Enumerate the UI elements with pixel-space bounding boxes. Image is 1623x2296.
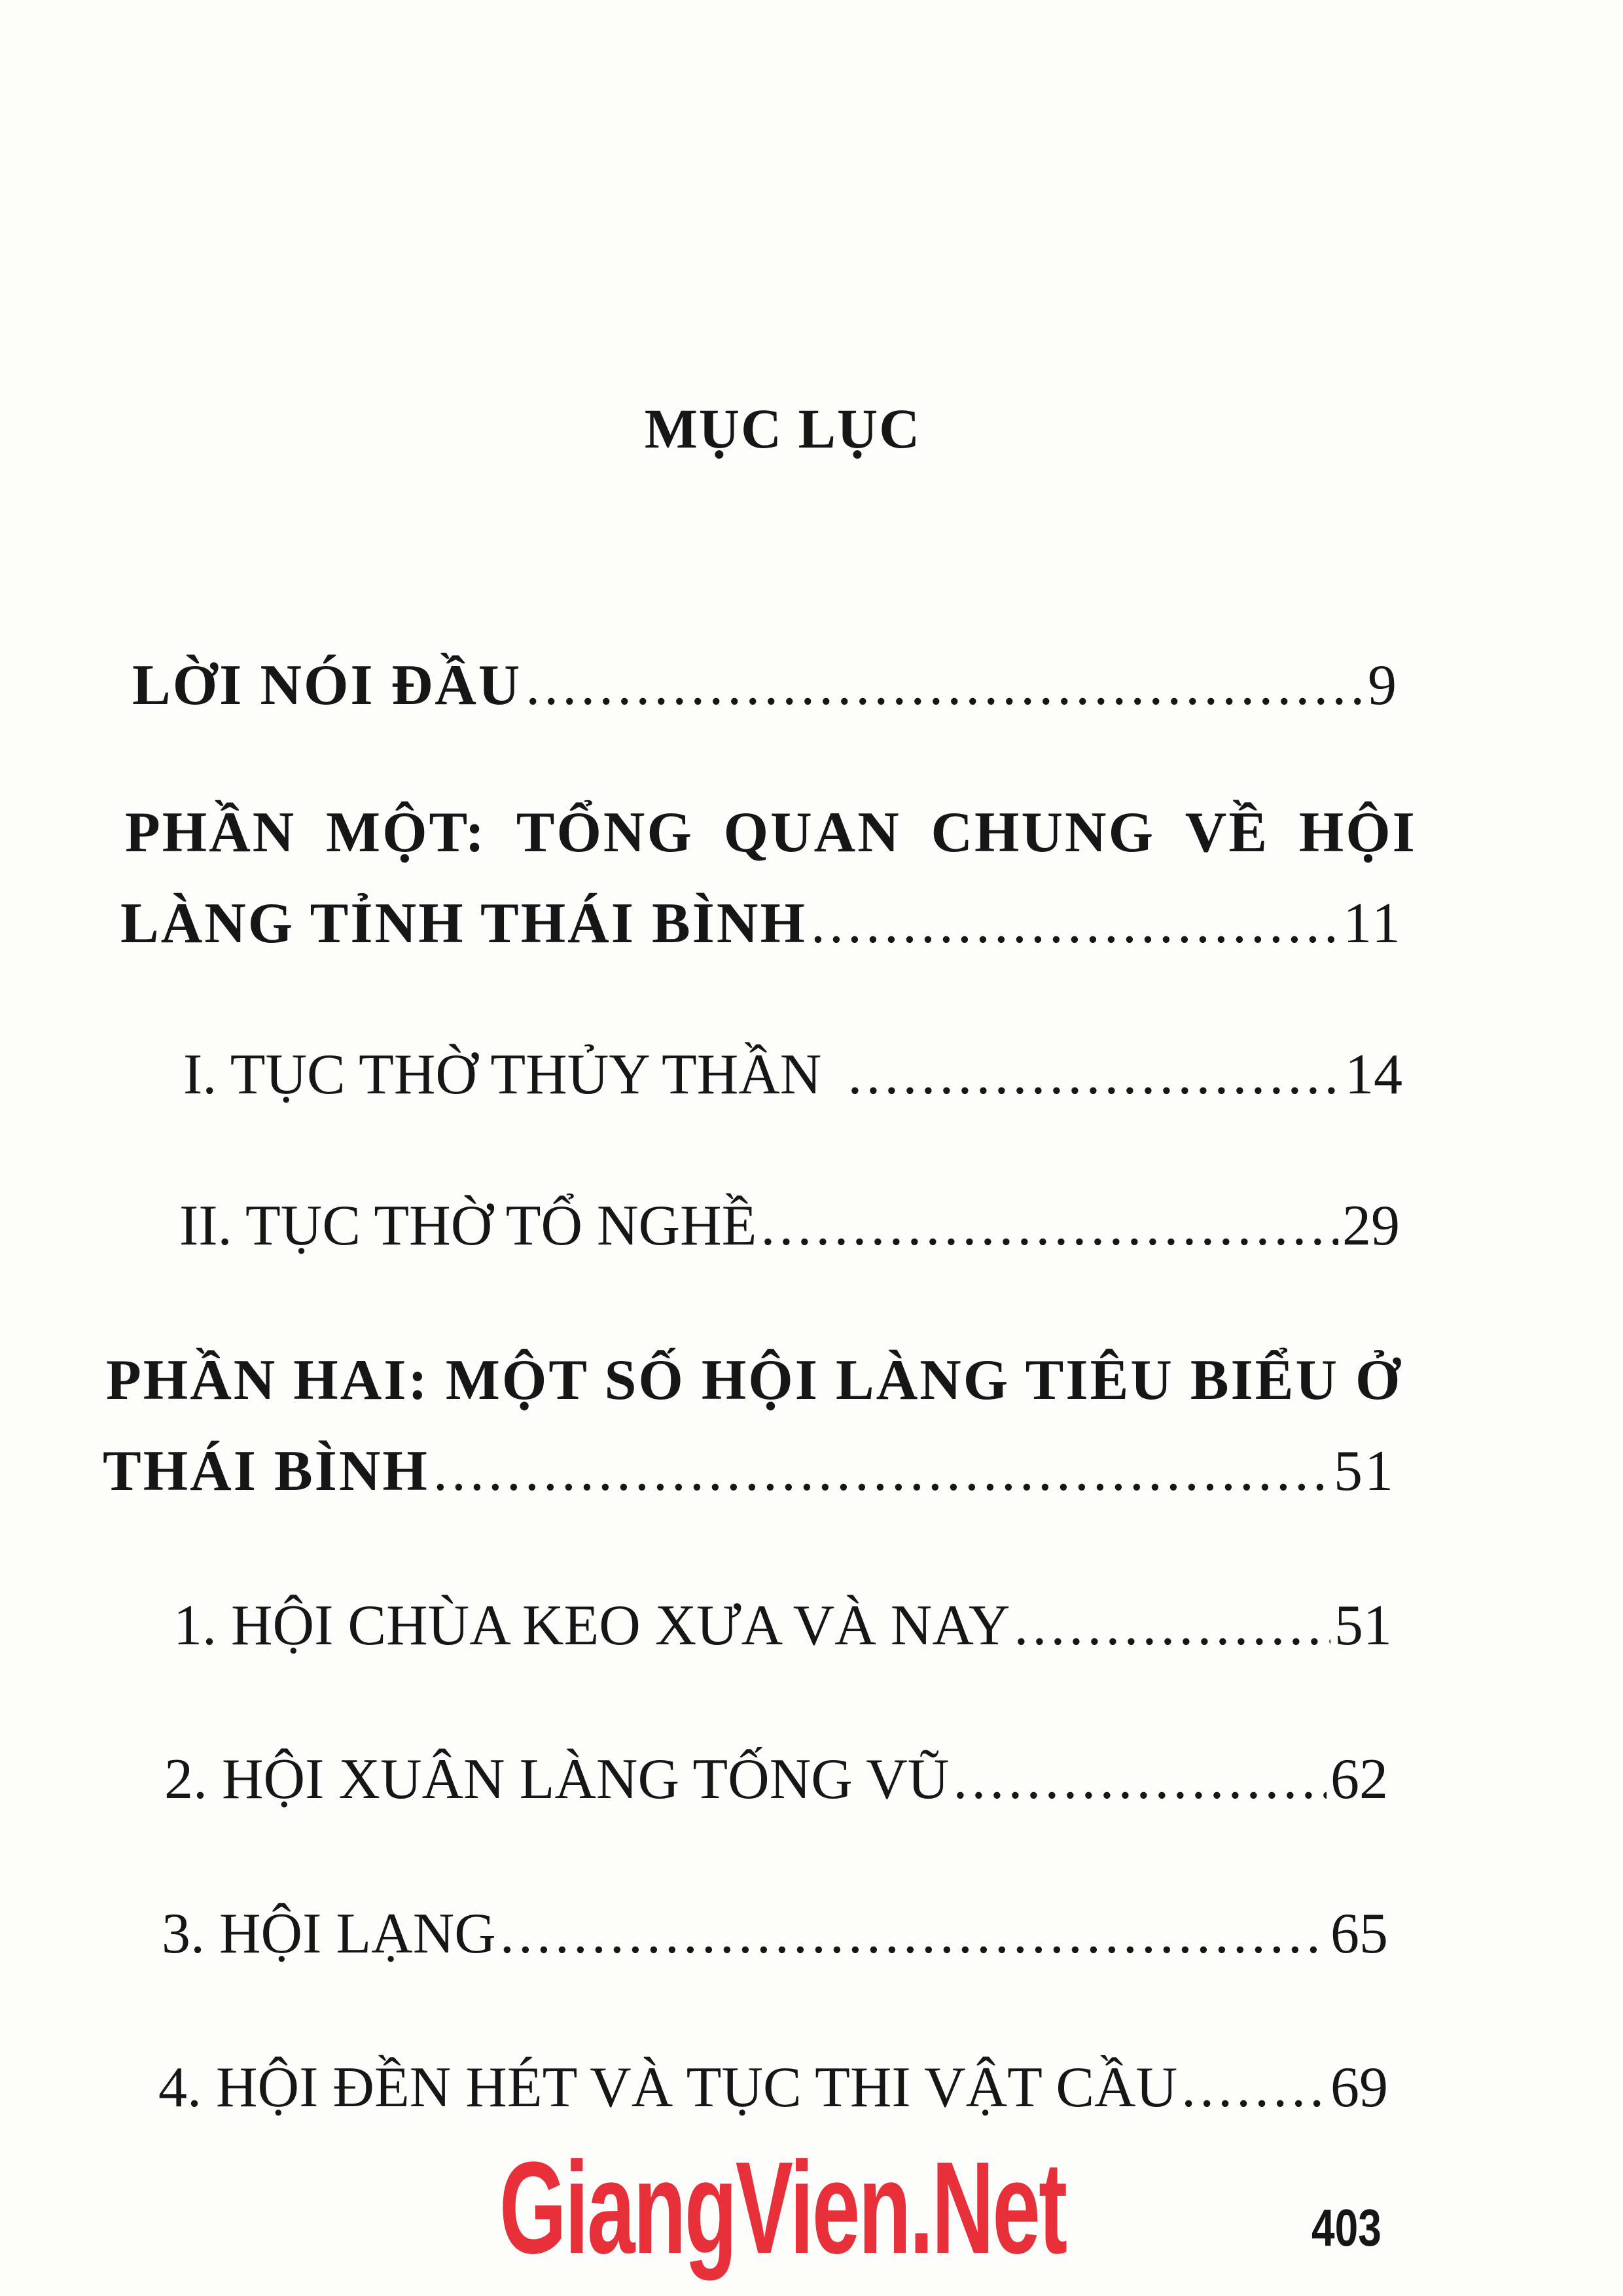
toc-entry-page: 9 [1368, 654, 1399, 717]
page-title: MỤC LỤC [644, 397, 921, 460]
toc-entry-page: 14 [1345, 1043, 1402, 1106]
toc-entry-page: 29 [1342, 1194, 1400, 1258]
toc-entry-label: I. TỤC THỜ THỦY THẦN [183, 1043, 822, 1106]
word: HỘI [1298, 801, 1417, 864]
word: MỘT: [326, 801, 487, 864]
toc-entry-chua-keo[interactable] [173, 1590, 1392, 1662]
toc-entry-page: 62 [1330, 1748, 1388, 1811]
toc-entry-thuy-than[interactable] [183, 1039, 1402, 1111]
toc-entry-part-two[interactable] [103, 1436, 1395, 1508]
toc-entry-part-one[interactable] [120, 888, 1402, 960]
toc-entry-to-nghe[interactable] [179, 1190, 1400, 1262]
toc-entry-label: 1. HỘI CHÙA KEO XƯA VÀ NAY [173, 1594, 1010, 1657]
toc-entry-label: 4. HỘI ĐỀN HÉT VÀ TỤC THI VẬT CẦU [158, 2056, 1178, 2119]
dot-leader [1014, 1590, 1330, 1662]
dot-leader [953, 1744, 1327, 1816]
dot-leader [526, 650, 1364, 722]
dot-leader [1181, 2052, 1327, 2124]
page-number: 403 [1311, 2199, 1382, 2257]
toc-entry-label: LỜI NÓI ĐẦU [132, 654, 522, 717]
toc-entry-hoi-lang[interactable] [162, 1898, 1388, 1970]
word: CHUNG [931, 801, 1156, 864]
toc-entry-preface[interactable] [132, 650, 1399, 722]
toc-entry-page: 51 [1334, 1439, 1395, 1503]
toc-entry-label: 2. HỘI XUÂN LÀNG TỐNG VŨ [164, 1748, 950, 1811]
toc-entry-page: 51 [1334, 1594, 1392, 1657]
word: PHẦN [125, 801, 296, 864]
toc-entry-label: II. TỤC THỜ TỔ NGHỀ [179, 1194, 757, 1258]
dot-leader [847, 1039, 1341, 1111]
word: VỀ [1185, 801, 1270, 864]
toc-entry-label: THÁI BÌNH [103, 1439, 429, 1503]
toc-entry-page: 65 [1330, 1902, 1388, 1966]
toc-part-one-heading-line1 [125, 797, 1417, 869]
toc-entry-den-het[interactable] [158, 2052, 1388, 2124]
toc-entry-tong-vu[interactable] [164, 1744, 1388, 1816]
toc-entry-page: 11 [1343, 892, 1402, 955]
watermark-logo: GiangVien.Net [499, 2135, 1066, 2281]
toc-entry-label: PHẦN HAI: MỘT SỐ HỘI LÀNG TIÊU BIỂU Ở [106, 1349, 1402, 1412]
dot-leader [811, 888, 1339, 960]
dot-leader [500, 1898, 1327, 1970]
toc-part-two-heading-line1 [106, 1345, 1408, 1417]
dot-leader [760, 1190, 1338, 1262]
word: QUAN [723, 801, 901, 864]
toc-entry-page: 69 [1330, 2056, 1388, 2119]
toc-entry-label: 3. HỘI LẠNG [162, 1902, 496, 1966]
toc-entry-label: LÀNG TỈNH THÁI BÌNH [120, 892, 807, 955]
word: TỔNG [516, 801, 694, 864]
dot-leader [433, 1436, 1330, 1508]
